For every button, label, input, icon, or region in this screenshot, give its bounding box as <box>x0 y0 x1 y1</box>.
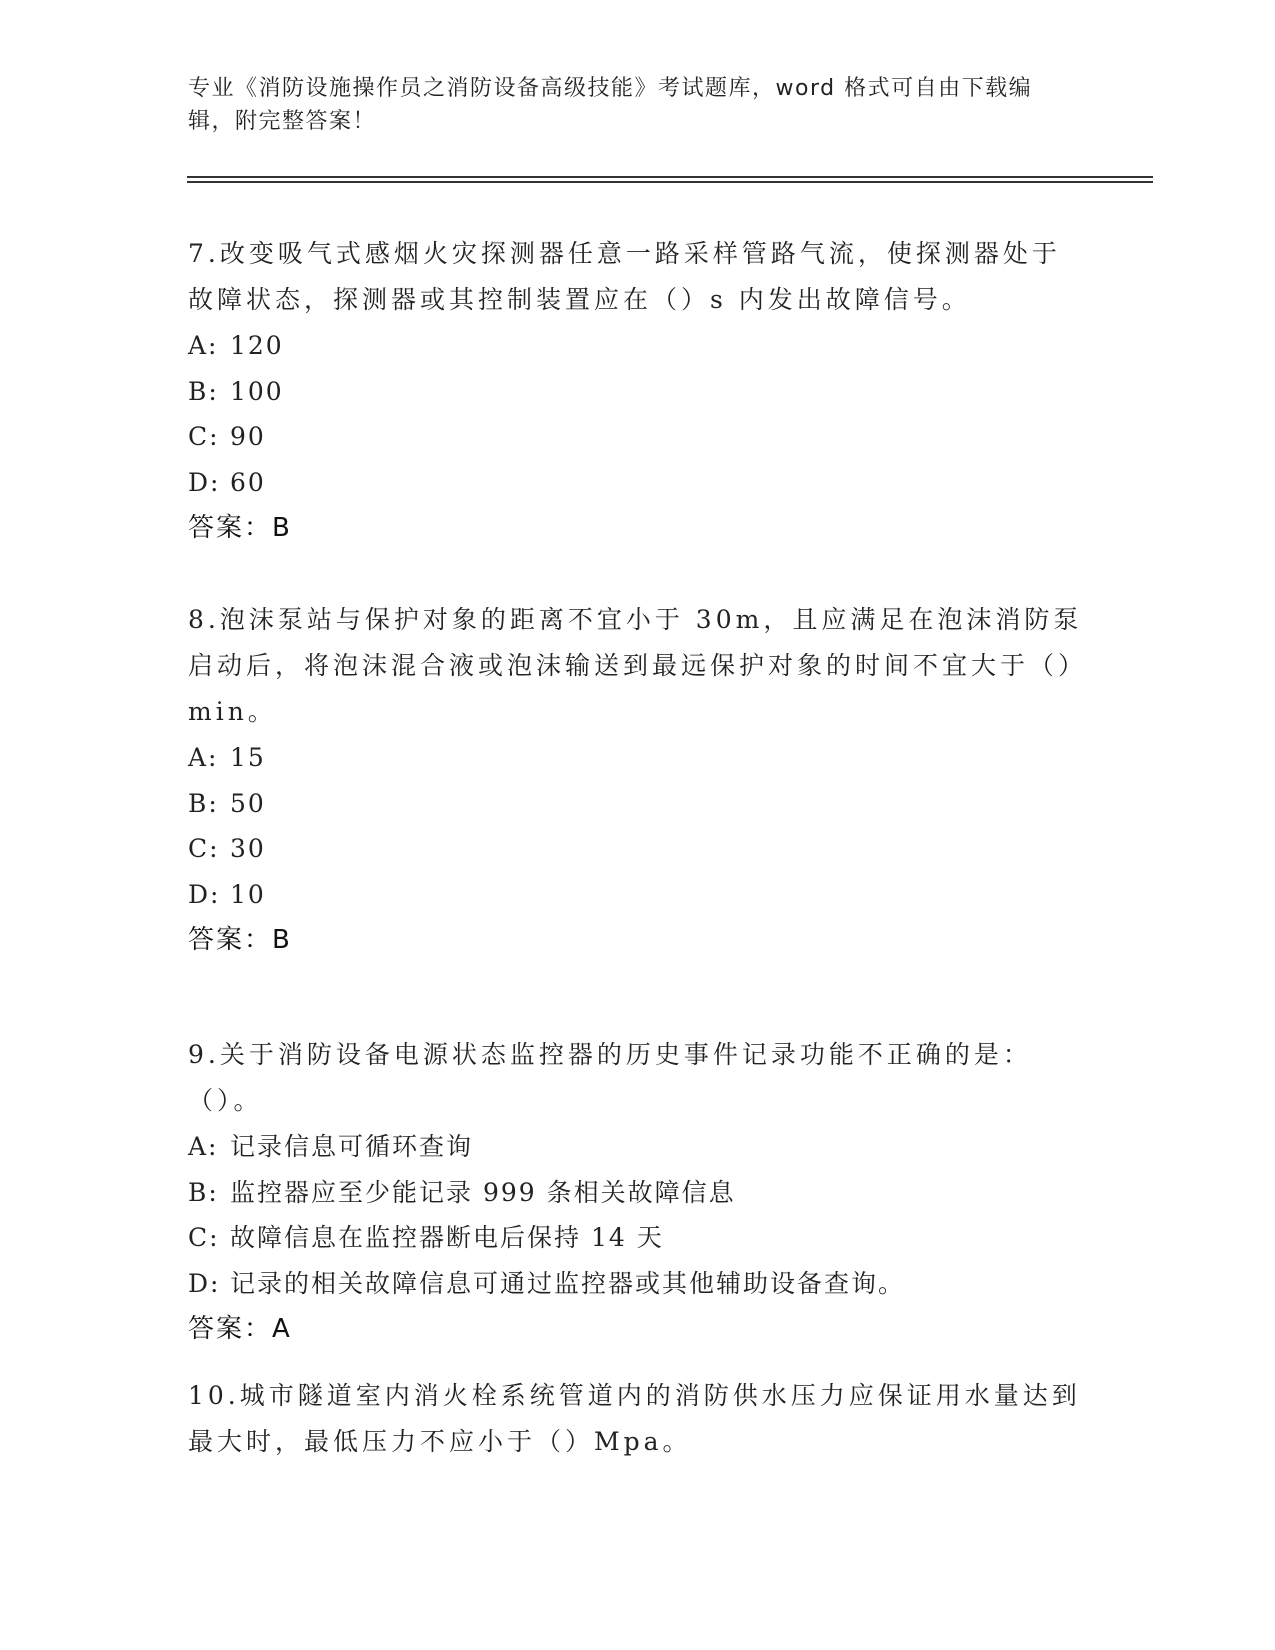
option-letter: A: <box>188 331 219 360</box>
option-text: 15 <box>230 743 266 772</box>
question-7 <box>188 231 1088 551</box>
option-text: 90 <box>230 422 266 451</box>
question-text: 9.关于消防设备电源状态监控器的历史事件记录功能不正确的是：（）。 <box>188 1040 1032 1115</box>
option-letter: B: <box>188 376 219 406</box>
option-letter: B: <box>188 1177 219 1207</box>
option-d <box>188 460 1088 506</box>
option-letter: C: <box>188 1223 220 1252</box>
question-text: 7.改变吸气式感烟火灾探测器任意一路采样管路气流，使探测器处于故障状态，探测器或其控制装置应在（）s 内发出故障信号。 <box>188 239 1061 314</box>
option-text: 100 <box>230 376 284 406</box>
option-b <box>188 369 1088 415</box>
option-letter: C: <box>188 422 220 451</box>
option-letter: A: <box>188 1132 219 1161</box>
option-text: 60 <box>230 467 266 497</box>
document-header <box>188 72 1068 138</box>
option-text: 故障信息在监控器断电后保持 14 天 <box>230 1223 664 1252</box>
option-letter: D: <box>188 879 221 909</box>
header-divider-bottom <box>187 181 1153 183</box>
option-b <box>188 1170 1088 1216</box>
option-d <box>188 872 1088 918</box>
answer: 答案：B <box>188 925 292 955</box>
question-9 <box>188 1032 1088 1352</box>
option-c <box>188 414 1088 460</box>
option-letter: C: <box>188 834 220 863</box>
option-a <box>188 735 1088 781</box>
option-c <box>188 826 1088 872</box>
option-letter: B: <box>188 788 219 818</box>
option-b <box>188 781 1088 827</box>
question-text: 10.城市隧道室内消火栓系统管道内的消防供水压力应保证用水量达到最大时，最低压力不应小于（）Mpa。 <box>188 1381 1081 1456</box>
header-text: 专业《消防设施操作员之消防设备高级技能》考试题库，word 格式可自由下载编辑，附完整答案！ <box>188 76 1033 134</box>
option-text: 120 <box>230 331 284 360</box>
question-8 <box>188 597 1088 963</box>
answer: 答案：A <box>188 1314 292 1344</box>
option-a <box>188 1124 1088 1170</box>
option-text: 50 <box>230 788 266 818</box>
header-divider-top <box>187 176 1153 178</box>
option-letter: D: <box>188 1268 221 1298</box>
option-a <box>188 323 1088 369</box>
option-c <box>188 1215 1088 1261</box>
question-text: 8.泡沫泵站与保护对象的距离不宜小于 30m，且应满足在泡沫消防泵启动后，将泡沫混合液或泡沫输送到最远保护对象的时间不宜大于（）min。 <box>188 605 1088 726</box>
option-letter: A: <box>188 743 219 772</box>
option-d <box>188 1261 1088 1307</box>
option-text: 记录信息可循环查询 <box>230 1132 474 1161</box>
option-text: 10 <box>230 879 266 909</box>
option-text: 30 <box>230 834 266 863</box>
answer: 答案：B <box>188 513 292 543</box>
option-text: 监控器应至少能记录 999 条相关故障信息 <box>230 1177 736 1207</box>
question-10 <box>188 1373 1088 1465</box>
option-letter: D: <box>188 467 221 497</box>
option-text: 记录的相关故障信息可通过监控器或其他辅助设备查询。 <box>230 1268 906 1298</box>
